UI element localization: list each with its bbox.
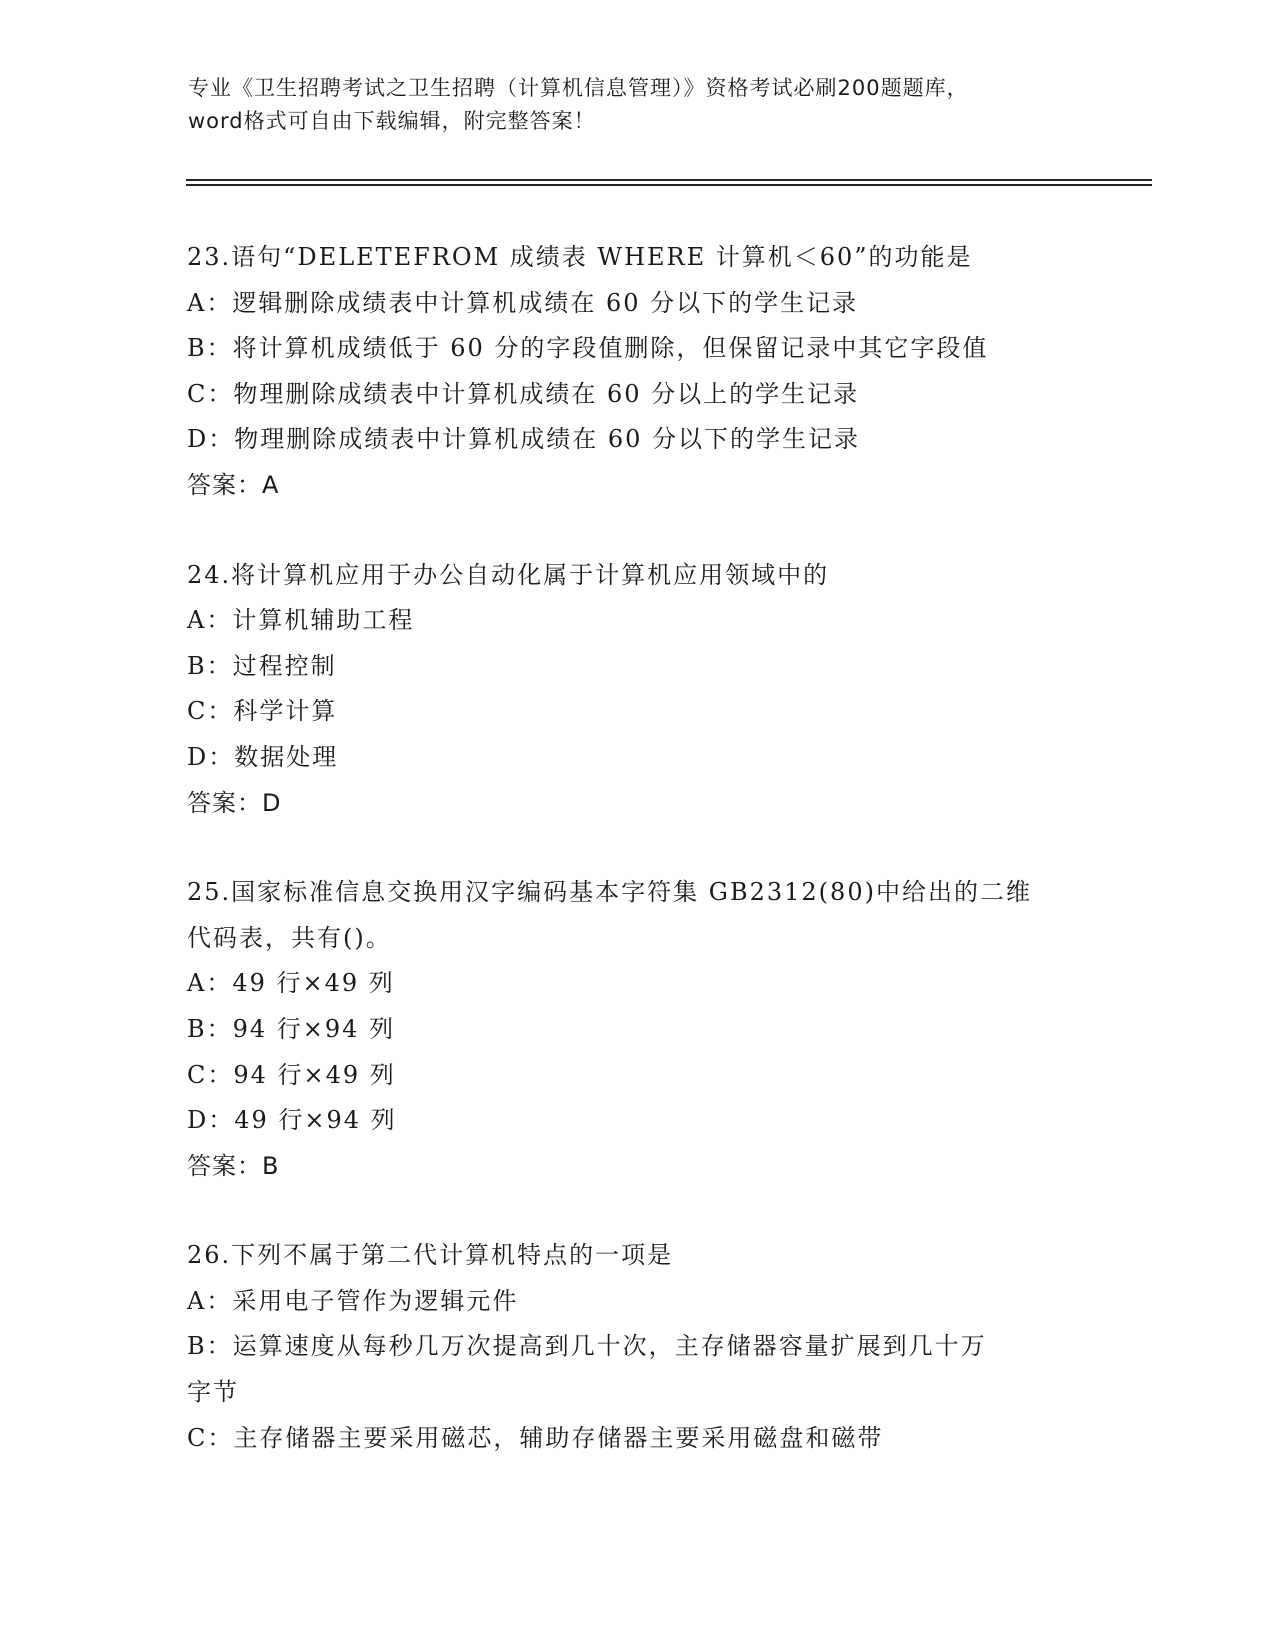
question-stem: 24.将计算机应用于办公自动化属于计算机应用领域中的 [187,560,830,589]
header-divider-top [186,179,1152,181]
option-b: B：将计算机成绩低于 60 分的字段值删除，但保留记录中其它字段值 [187,334,989,363]
answer: 答案：B [187,1151,280,1180]
option-a: A：采用电子管作为逻辑元件 [187,1286,519,1315]
option-b: B：94 行×94 列 [187,1014,396,1043]
option-c: C：物理删除成绩表中计算机成绩在 60 分以上的学生记录 [187,379,860,408]
question-list [187,235,1087,1505]
option-a: A：计算机辅助工程 [187,606,415,635]
header-divider-bottom [186,184,1152,186]
option-d: D：49 行×94 列 [187,1106,397,1135]
question-26 [187,1233,1087,1461]
answer: 答案：D [187,788,282,817]
header-line-2: word格式可自由下载编辑，附完整答案！ [188,109,596,133]
option-c: C：主存储器主要采用磁芯，辅助存储器主要采用磁盘和磁带 [187,1423,884,1452]
option-c: C：94 行×49 列 [187,1060,396,1089]
header-line-1: 专业《卫生招聘考试之卫生招聘（计算机信息管理）》资格考试必刷200题题库， [188,76,969,100]
question-23 [187,235,1087,509]
option-d: D：物理删除成绩表中计算机成绩在 60 分以下的学生记录 [187,425,861,454]
question-stem: 25.国家标准信息交换用汉字编码基本字符集 GB2312(80)中给出的二维 [187,878,1032,907]
option-a: A：49 行×49 列 [187,969,395,998]
option-b: B：运算速度从每秒几万次提高到几十次，主存储器容量扩展到几十万 [187,1332,987,1361]
question-stem: 26.下列不属于第二代计算机特点的一项是 [187,1241,674,1270]
option-b: B：过程控制 [187,651,337,680]
document-header [188,72,1088,138]
answer: 答案：A [187,470,280,499]
question-25 [187,870,1087,1189]
option-b-continued: 字节 [187,1378,239,1407]
option-c: C：科学计算 [187,697,338,726]
question-stem-continued: 代码表，共有()。 [187,923,392,952]
question-stem: 23.语句“DELETEFROM 成绩表 WHERE 计算机＜60”的功能是 [187,243,973,271]
question-24 [187,553,1087,827]
option-d: D：数据处理 [187,742,339,771]
option-a: A：逻辑删除成绩表中计算机成绩在 60 分以下的学生记录 [187,288,859,317]
